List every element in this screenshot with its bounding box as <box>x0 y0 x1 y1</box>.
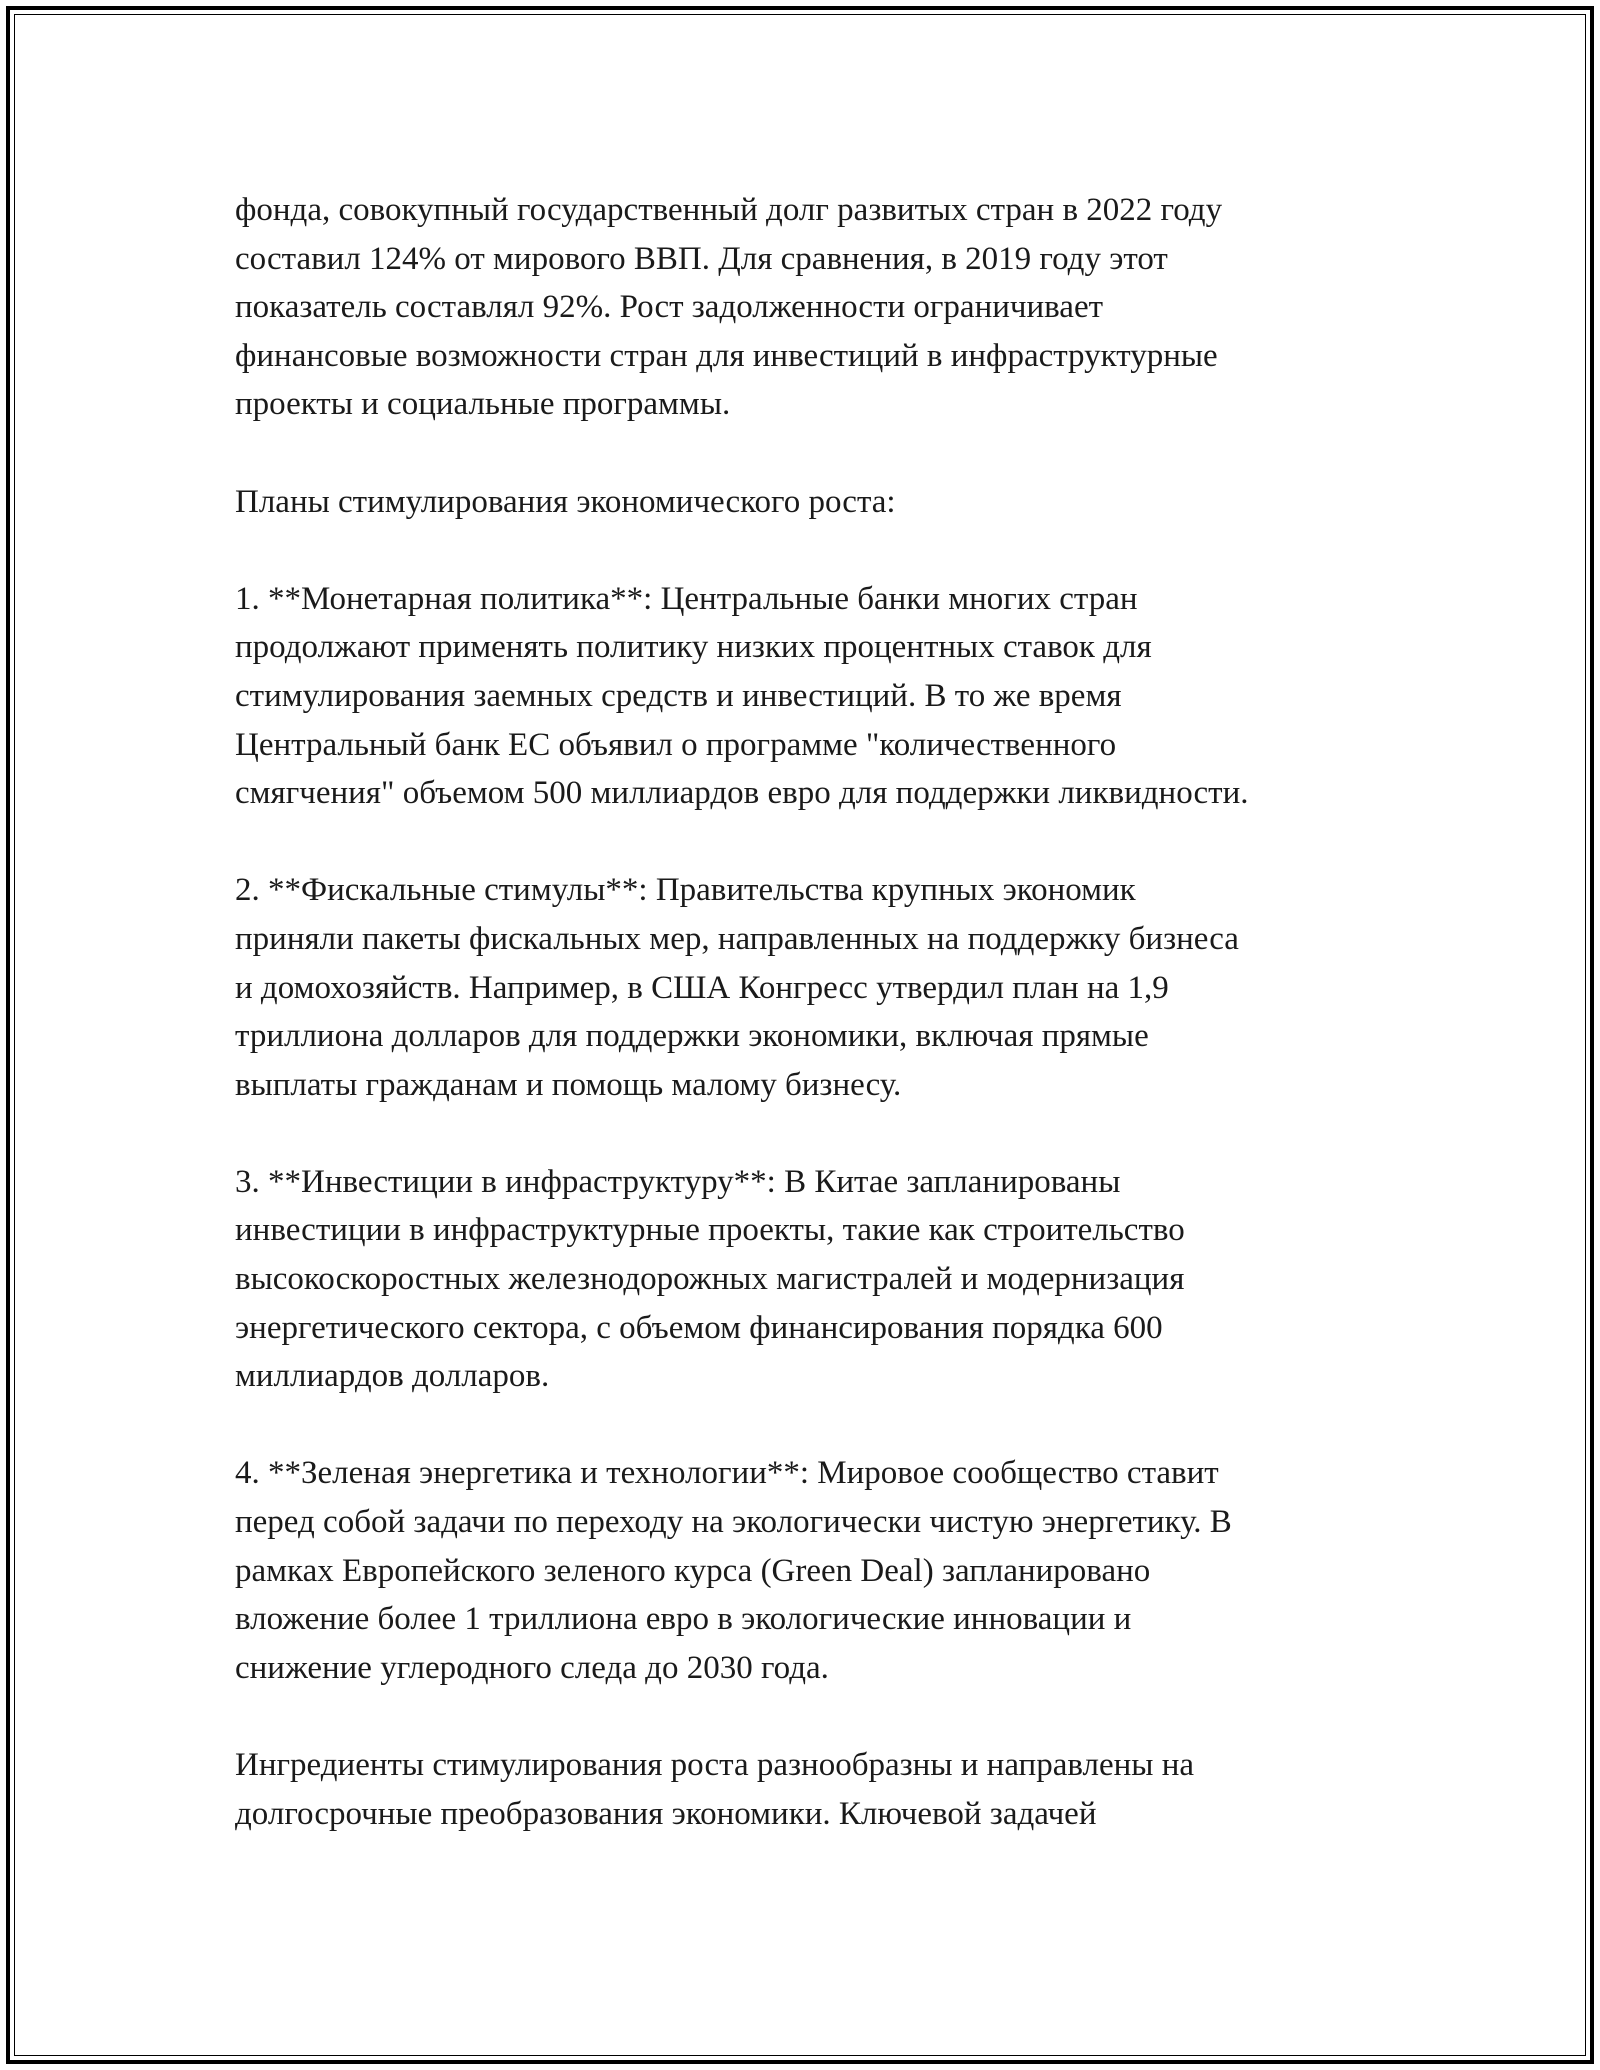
text-line: вложение более 1 триллиона евро в экологические инновации и <box>235 1601 1132 1638</box>
text-line: финансовые возможности стран для инвестиций в инфраструктурные <box>235 337 1218 374</box>
text-line: Центральный банк ЕС объявил о программе "количественного <box>235 726 1117 763</box>
text-line: приняли пакеты фискальных мер, направленных на поддержку бизнеса <box>235 920 1239 957</box>
paragraph-plans-heading <box>235 478 1385 527</box>
text-line: смягчения" объемом 500 миллиардов евро для поддержки ликвидности. <box>235 775 1249 812</box>
text-line: стимулирования заемных средств и инвестиций. В то же время <box>235 677 1122 714</box>
paragraph-gap <box>235 1401 1385 1450</box>
paragraph-gap <box>235 1109 1385 1158</box>
text-line: 4. **Зеленая энергетика и технологии**: Мировое сообщество ставит <box>235 1455 1219 1492</box>
paragraph-infrastructure <box>235 1158 1385 1401</box>
text-line: перед собой задачи по переходу на экологически чистую энергетику. В <box>235 1504 1232 1541</box>
paragraph-gap <box>235 429 1385 478</box>
paragraph-gap <box>235 1692 1385 1741</box>
paragraph-debt-intro <box>235 186 1385 429</box>
paragraph-conclusion <box>235 1741 1385 1838</box>
section-heading: Планы стимулирования экономического роста: <box>235 483 896 520</box>
document-body <box>235 186 1385 1838</box>
text-line: и домохозяйств. Например, в США Конгресс утвердил план на 1,9 <box>235 969 1169 1006</box>
text-line: энергетического сектора, с объемом финансирования порядка 600 <box>235 1309 1163 1346</box>
text-line: продолжают применять политику низких процентных ставок для <box>235 629 1152 666</box>
paragraph-green-energy <box>235 1449 1385 1692</box>
paragraph-fiscal-stimulus <box>235 866 1385 1109</box>
text-line: Ингредиенты стимулирования роста разнообразны и направлены на <box>235 1747 1194 1783</box>
text-line: триллиона долларов для поддержки экономики, включая прямые <box>235 1018 1149 1055</box>
paragraph-gap <box>235 526 1385 575</box>
text-line: рамках Европейского зеленого курса (Green Deal) запланировано <box>235 1552 1151 1589</box>
text-line: миллиардов долларов. <box>235 1358 550 1395</box>
text-line: составил 124% от мирового ВВП. Для сравнения, в 2019 году этот <box>235 240 1168 277</box>
text-line: 2. **Фискальные стимулы**: Правительства крупных экономик <box>235 872 1136 909</box>
text-line: выплаты гражданам и помощь малому бизнесу. <box>235 1066 902 1103</box>
text-line: долгосрочные преобразования экономики. Ключевой задачей <box>235 1795 1097 1832</box>
text-line: 3. **Инвестиции в инфраструктуру**: В Китае запланированы <box>235 1163 1121 1200</box>
text-line: проекты и социальные программы. <box>235 386 731 423</box>
paragraph-monetary-policy <box>235 575 1385 818</box>
paragraph-gap <box>235 818 1385 867</box>
text-line: 1. **Монетарная политика**: Центральные банки многих стран <box>235 580 1138 617</box>
text-line: показатель составлял 92%. Рост задолженности ограничивает <box>235 289 1104 326</box>
text-line: инвестиции в инфраструктурные проекты, такие как строительство <box>235 1212 1185 1249</box>
text-line: фонда, совокупный государственный долг развитых стран в 2022 году <box>235 192 1223 228</box>
text-line: высокоскоростных железнодорожных магистралей и модернизация <box>235 1261 1185 1298</box>
text-line: снижение углеродного следа до 2030 года. <box>235 1649 829 1686</box>
